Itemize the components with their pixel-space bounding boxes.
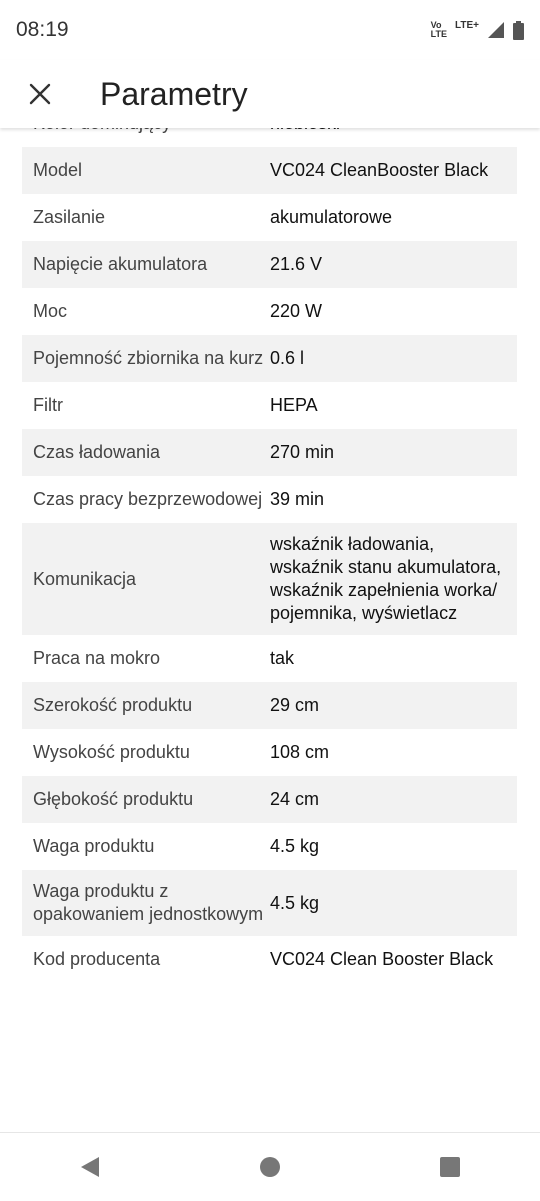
param-value: 220 W bbox=[270, 301, 323, 321]
navigation-bar bbox=[0, 1132, 540, 1201]
param-value: HEPA bbox=[270, 395, 318, 415]
param-value: 39 min bbox=[270, 489, 325, 509]
param-value: 270 min bbox=[270, 442, 335, 462]
table-row bbox=[22, 776, 517, 823]
param-value: 0.6 l bbox=[270, 348, 305, 368]
status-bar bbox=[0, 0, 540, 60]
param-value: 4.5 kg bbox=[270, 836, 320, 856]
table-row bbox=[22, 823, 517, 870]
param-value: 21.6 V bbox=[270, 254, 323, 274]
table-row bbox=[22, 147, 517, 194]
page-title: Parametry bbox=[100, 75, 248, 112]
status-icons bbox=[431, 21, 524, 40]
recents-square-icon bbox=[439, 1156, 461, 1178]
table-row bbox=[22, 870, 517, 936]
signal-icon bbox=[487, 21, 505, 39]
battery-icon bbox=[513, 21, 524, 40]
back-button[interactable] bbox=[60, 1137, 120, 1197]
param-label: Zasilanie bbox=[33, 207, 106, 227]
table-row bbox=[22, 335, 517, 382]
table-row bbox=[22, 635, 517, 682]
param-label: Szerokość produktu bbox=[33, 695, 193, 715]
param-label: Filtr bbox=[33, 395, 63, 415]
home-circle-icon bbox=[259, 1156, 281, 1178]
param-value: VC024 CleanBooster Black bbox=[270, 160, 489, 180]
back-triangle-icon bbox=[79, 1155, 101, 1179]
table-row bbox=[22, 429, 517, 476]
table-row bbox=[22, 288, 517, 335]
param-label: Moc bbox=[33, 301, 68, 321]
home-button[interactable] bbox=[240, 1137, 300, 1197]
recents-button[interactable] bbox=[420, 1137, 480, 1197]
param-value: tak bbox=[270, 648, 295, 668]
app-header bbox=[0, 60, 540, 128]
table-row bbox=[22, 241, 517, 288]
parameters-table bbox=[22, 100, 517, 983]
network-type: LTE+ bbox=[455, 19, 479, 31]
table-row bbox=[22, 729, 517, 776]
table-row bbox=[22, 682, 517, 729]
table-row bbox=[22, 523, 517, 635]
table-row bbox=[22, 382, 517, 429]
param-value: 108 cm bbox=[270, 742, 330, 762]
param-value: wskaźnik ładowania, wskaźnik stanu akumulatora, wskaźnik zapełnienia worka/ pojemnika, wyświetlacz bbox=[270, 534, 502, 623]
table-row bbox=[22, 194, 517, 241]
volte-indicator: Vo LTE bbox=[430, 20, 448, 39]
close-icon bbox=[29, 83, 51, 105]
param-value: VC024 Clean Booster Black bbox=[270, 949, 494, 969]
close-button[interactable] bbox=[20, 74, 60, 114]
param-label: Waga produktu z opakowaniem jednostkowym bbox=[33, 881, 264, 924]
param-label: Komunikacja bbox=[33, 568, 137, 589]
parameters-list[interactable] bbox=[0, 128, 540, 1132]
param-label: Model bbox=[33, 160, 83, 180]
param-label: Głębokość produktu bbox=[33, 789, 194, 809]
table-row bbox=[22, 476, 517, 523]
param-value: 24 cm bbox=[270, 789, 320, 809]
param-label: Praca na mokro bbox=[33, 648, 161, 668]
param-label: Pojemność zbiornika na kurz bbox=[33, 348, 264, 368]
table-row bbox=[22, 936, 517, 983]
param-label: Waga produktu bbox=[33, 836, 155, 856]
status-time: 08:19 bbox=[16, 18, 69, 41]
param-label: Napięcie akumulatora bbox=[33, 254, 208, 274]
param-label: Kod producenta bbox=[33, 949, 161, 969]
param-label: Czas pracy bezprzewodowej bbox=[33, 489, 263, 509]
param-value: akumulatorowe bbox=[270, 207, 393, 227]
param-label: Wysokość produktu bbox=[33, 742, 190, 762]
param-value: 4.5 kg bbox=[270, 892, 320, 913]
param-value: 29 cm bbox=[270, 695, 320, 715]
param-label: Czas ładowania bbox=[33, 442, 161, 462]
